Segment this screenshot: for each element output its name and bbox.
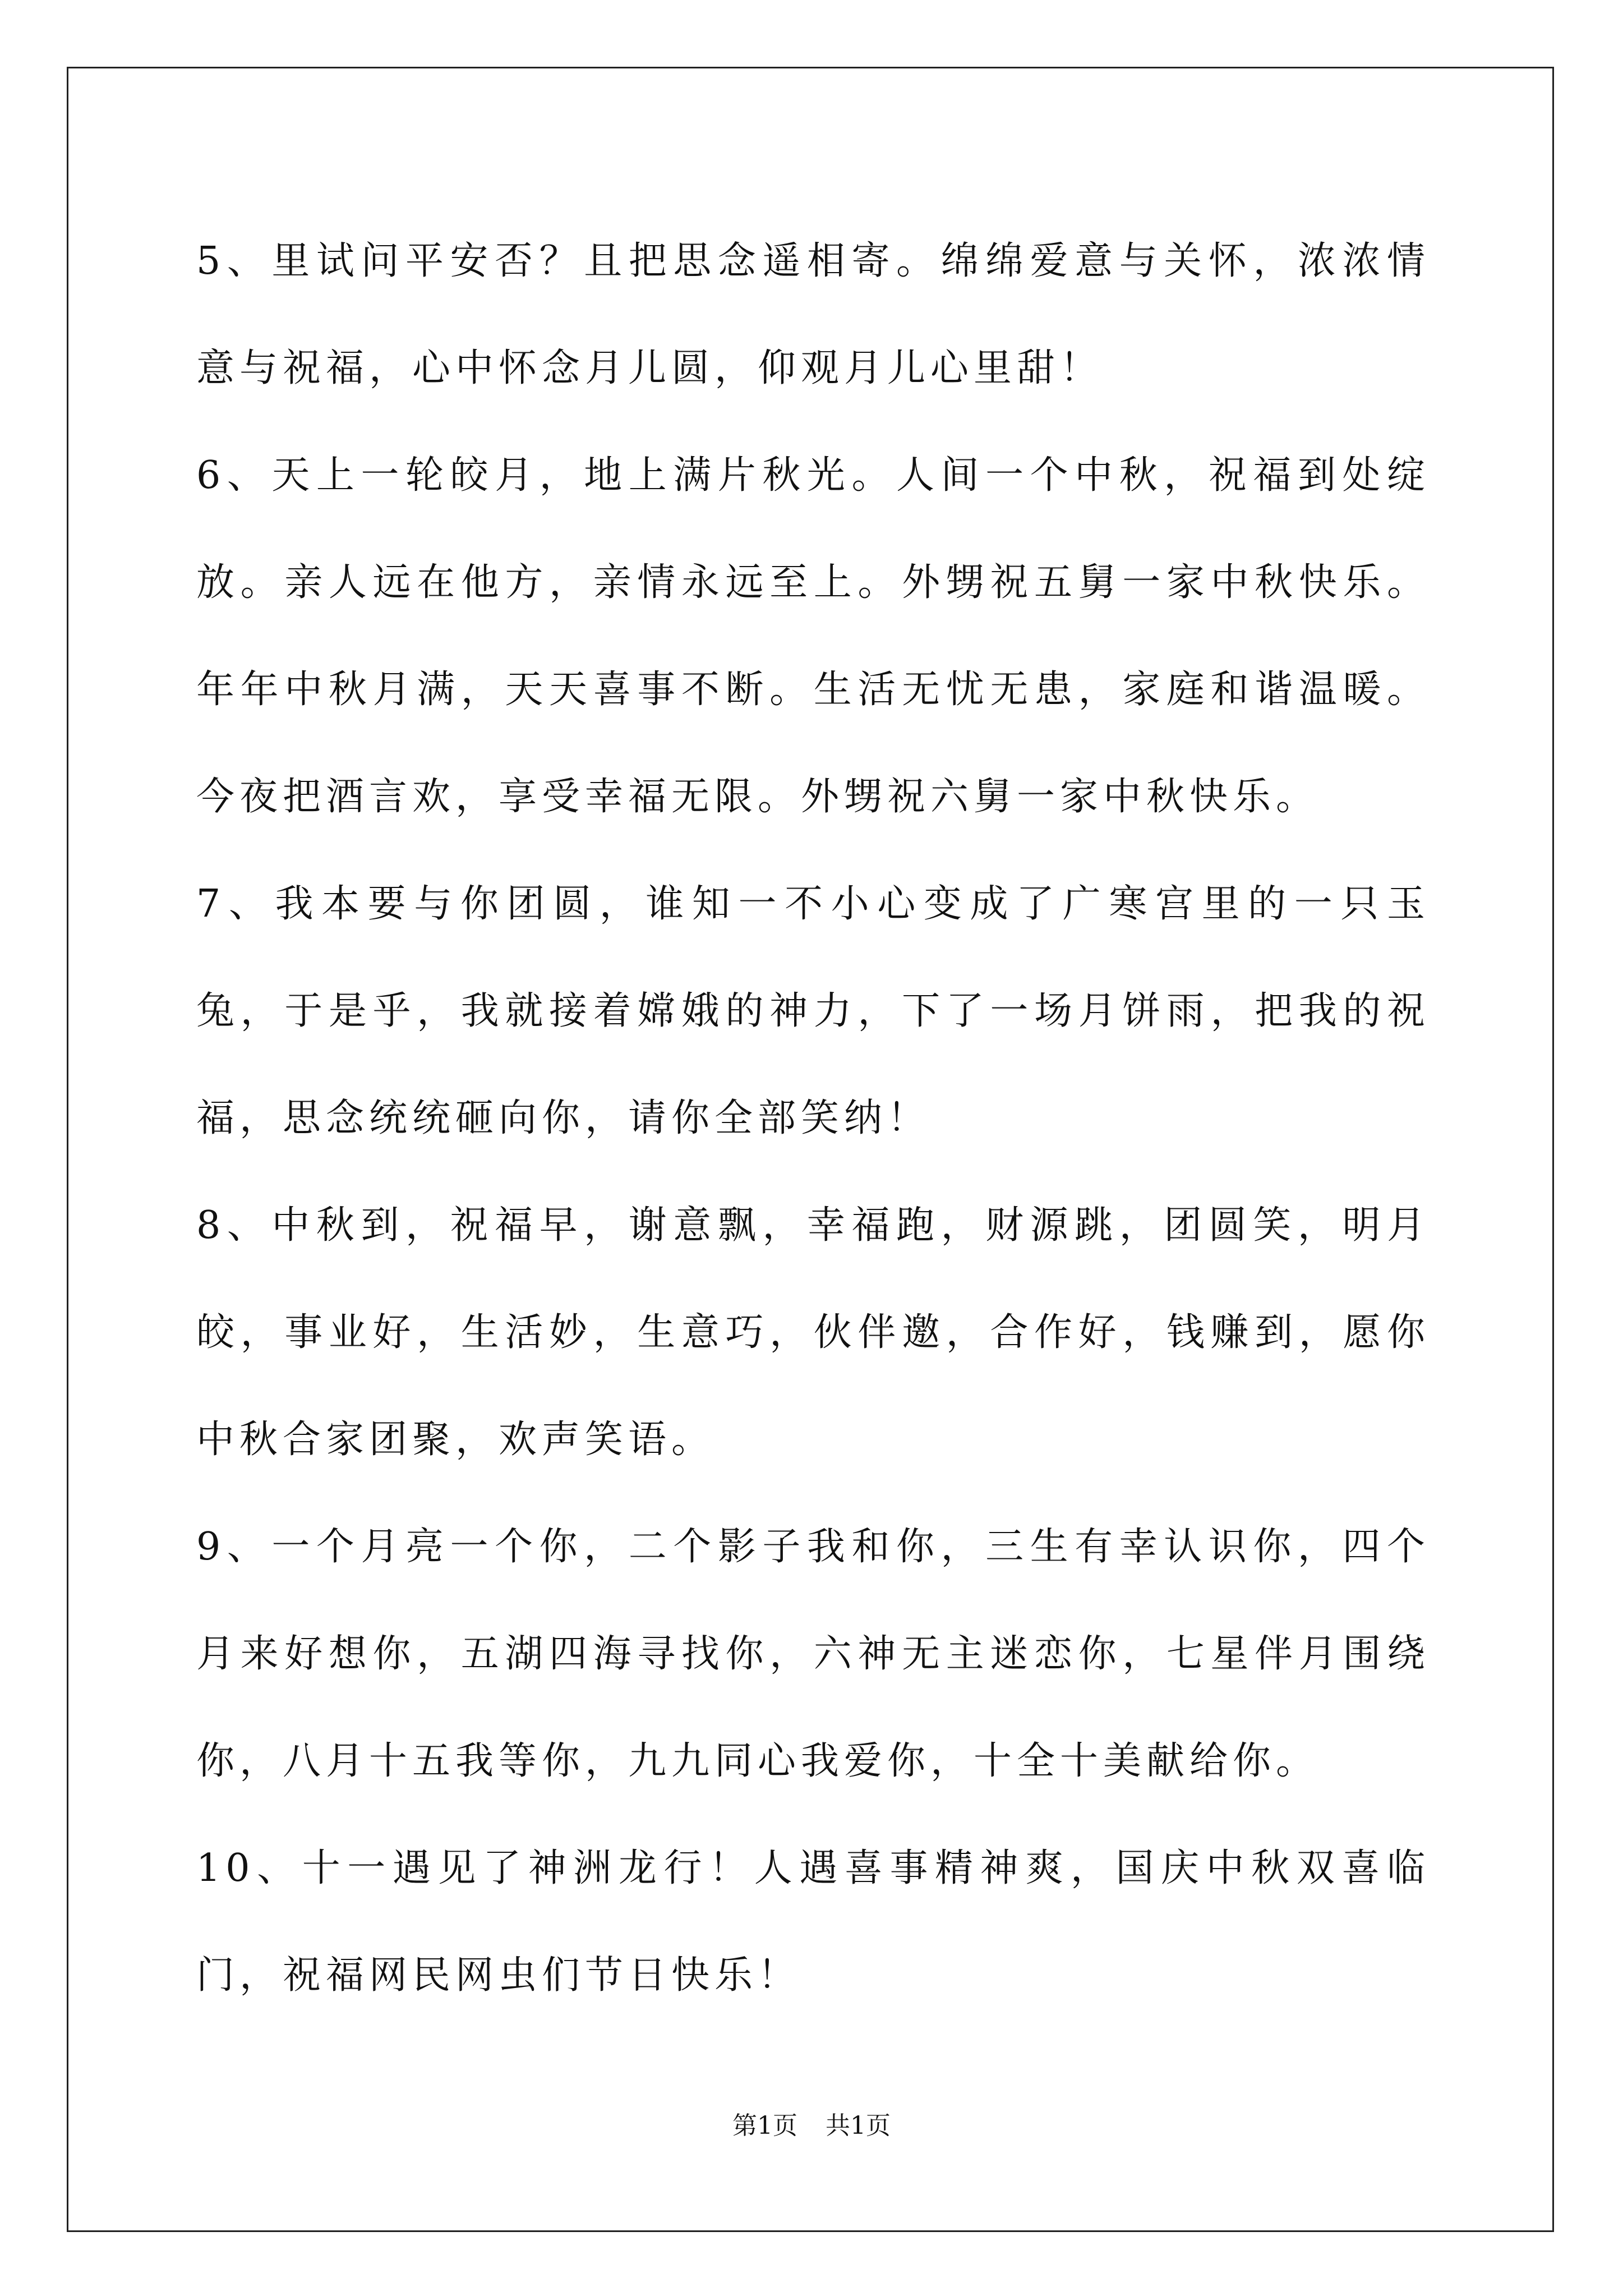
paragraph-6: 6、天上一轮皎月，地上满片秋光。人间一个中秋，祝福到处绽放。亲人远在他方，亲情永远至上。外甥祝五舅一家中秋快乐。 年年中秋月满，天天喜事不断。生活无忧无患，家庭和谐温暖。今夜把酒言欢，享受幸福无限。外甥祝六舅一家中秋快乐。 — [196, 453, 1430, 819]
page-footer — [0, 2109, 1623, 2143]
paragraph-5: 5、里试问平安否？且把思念遥相寄。绵绵爱意与关怀，浓浓情意与祝福，心中怀念月儿圆，仰观月儿心里甜！ — [196, 239, 1430, 390]
paragraph-10: 10、十一遇见了神洲龙行！人遇喜事精神爽，国庆中秋双喜临门，祝福网民网虫们节日快乐！ — [196, 1846, 1430, 1998]
paragraph-7: 7、我本要与你团圆，谁知一不小心变成了广寒宫里的一只玉兔，于是乎，我就接着嫦娥的神力，下了一场月饼雨，把我的祝福，思念统统砸向你，请你全部笑纳！ — [196, 882, 1430, 1140]
paragraph-9: 9、一个月亮一个你，二个影子我和你，三生有幸认识你，四个月来好想你，五湖四海寻找你，六神无主迷恋你，七星伴月围绕你，八月十五我等你，九九同心我爱你，十全十美献给你。 — [196, 1525, 1430, 1783]
document-body — [196, 208, 1430, 2029]
page-total: 共1页 — [826, 2111, 891, 2140]
paragraph-8: 8、中秋到，祝福早，谢意飘，幸福跑，财源跳，团圆笑，明月皎，事业好，生活妙，生意巧，伙伴邀，合作好，钱赚到，愿你中秋合家团聚，欢声笑语。 — [196, 1203, 1430, 1462]
page-number: 第1页 — [732, 2111, 797, 2140]
